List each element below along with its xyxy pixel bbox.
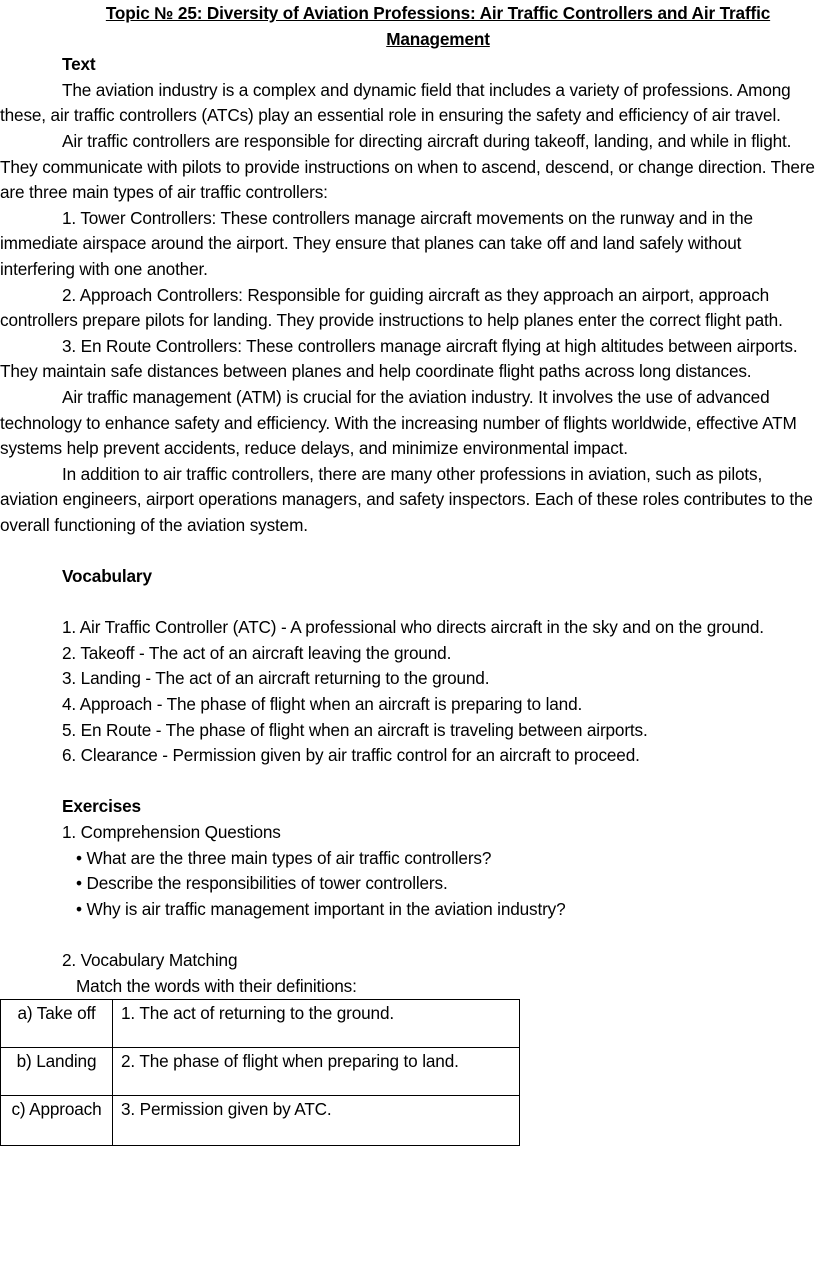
question-item: • What are the three main types of air traffic controllers?: [76, 847, 492, 868]
table-row: [1, 1048, 520, 1096]
spacer: [0, 538, 816, 564]
spacer: [0, 590, 816, 616]
matching-table: [0, 999, 520, 1146]
match-word: a) Take off: [1, 1000, 113, 1048]
page-title: Topic № 25: Diversity of Aviation Professions: Air Traffic Controllers and Air Traffic Management: [105, 3, 771, 49]
paragraph-approach-controllers: 2. Approach Controllers: Responsible for guiding aircraft as they approach an airport, approach controllers prepare pilots for landing. They provide instructions to help planes enter the correct flight path.: [0, 284, 783, 331]
text-heading: Text: [62, 54, 96, 75]
paragraph-atc-duties: Air traffic controllers are responsible for directing aircraft during takeoff, landing, and while in flight. They communicate with pilots to provide instructions on when to ascend, descend, or change direction. There are three main types of air traffic controllers:: [0, 130, 815, 203]
paragraph-atm: Air traffic management (ATM) is crucial for the aviation industry. It involves the use of advanced technology to enhance safety and efficiency. With the increasing number of flights worldwide, effective ATM systems help prevent accidents, reduce delays, and minimize environmental impact.: [0, 386, 797, 459]
table-row: [1, 1000, 520, 1048]
exercise-2-instruction: Match the words with their definitions:: [76, 975, 357, 996]
vocabulary-item: 1. Air Traffic Controller (ATC) - A professional who directs aircraft in the sky and on the ground.: [62, 617, 764, 638]
spacer: [0, 922, 816, 948]
vocabulary-heading: Vocabulary: [62, 566, 152, 587]
vocabulary-item: 4. Approach - The phase of flight when an aircraft is preparing to land.: [62, 694, 583, 715]
vocabulary-item: 6. Clearance - Permission given by air traffic control for an aircraft to proceed.: [62, 745, 640, 766]
match-word: b) Landing: [1, 1048, 113, 1096]
paragraph-tower-controllers: 1. Tower Controllers: These controllers manage aircraft movements on the runway and in the immediate airspace around the airport. They ensure that planes can take off and land safely without interfering with one another.: [0, 207, 753, 279]
paragraph-en-route-controllers: 3. En Route Controllers: These controllers manage aircraft flying at high altitudes between airports. They maintain safe distances between planes and help coordinate flight paths across long distances.: [0, 335, 798, 382]
spacer: [0, 769, 816, 795]
paragraph-intro: The aviation industry is a complex and dynamic field that includes a variety of professions. Among these, air traffic controllers (ATCs) play an essential role in ensuring the safety and efficiency of air travel.: [0, 79, 791, 126]
question-item: • Why is air traffic management important in the aviation industry?: [76, 898, 566, 919]
paragraph-other-professions: In addition to air traffic controllers, there are many other professions in aviation, such as pilots, aviation engineers, airport operations managers, and safety inspectors. Each of these roles contributes to the overall functioning of the aviation system.: [0, 463, 813, 535]
vocabulary-item: 5. En Route - The phase of flight when an aircraft is traveling between airports.: [62, 719, 648, 740]
exercises-heading: Exercises: [62, 796, 141, 817]
vocabulary-item: 3. Landing - The act of an aircraft returning to the ground.: [62, 668, 490, 689]
match-definition: 2. The phase of flight when preparing to land.: [113, 1048, 520, 1096]
table-row: [1, 1096, 520, 1146]
exercise-1-title: 1. Comprehension Questions: [62, 822, 281, 842]
match-definition: 3. Permission given by ATC.: [113, 1096, 520, 1146]
match-definition: 1. The act of returning to the ground.: [113, 1000, 520, 1048]
question-item: • Describe the responsibilities of tower controllers.: [76, 873, 448, 894]
match-word: c) Approach: [1, 1096, 113, 1146]
exercise-2-title: 2. Vocabulary Matching: [62, 949, 238, 970]
vocabulary-item: 2. Takeoff - The act of an aircraft leaving the ground.: [62, 642, 452, 663]
